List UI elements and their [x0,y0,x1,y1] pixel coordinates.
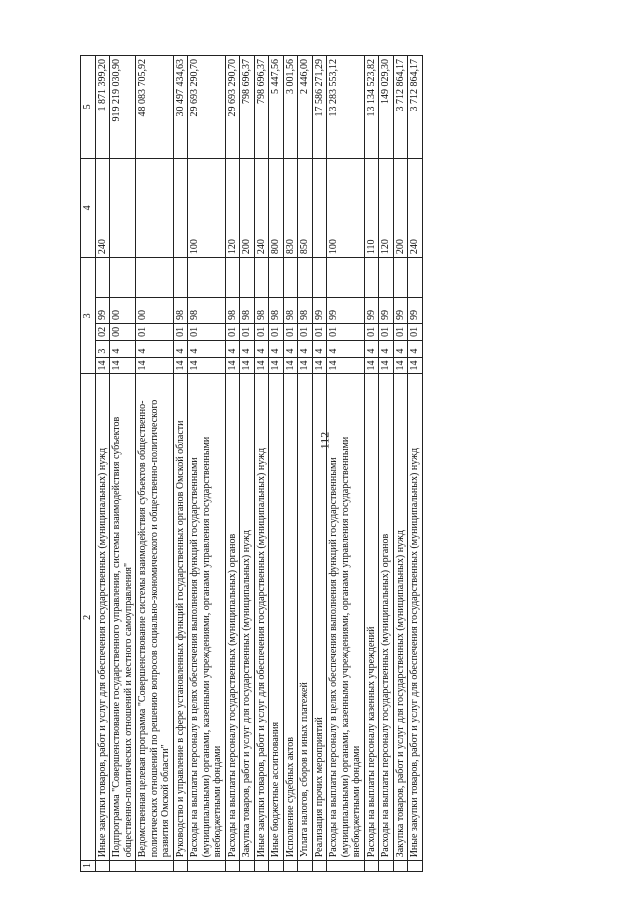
table-row [254,56,269,872]
table-row [269,56,284,872]
code-part-2: 4 [136,340,174,357]
table-row [379,56,394,872]
amount: 798 696,37 [254,56,269,159]
header-row [81,56,96,872]
code-part-3: 01 [327,324,365,341]
row-col-1 [269,861,284,872]
expense-type-code: 120 [225,158,240,258]
page-number: 112 [317,431,332,450]
amount: 5 447,56 [269,56,284,159]
table-row [188,56,226,872]
code-part-1: 14 [283,357,298,374]
code-part-5 [225,258,240,298]
row-col-1 [254,861,269,872]
budget-table-body [81,56,423,872]
expense-type-code: 850 [298,158,313,258]
code-part-3: 01 [269,324,284,341]
row-col-1 [240,861,255,872]
row-col-1 [283,861,298,872]
code-part-3: 01 [312,324,327,341]
code-part-5 [240,258,255,298]
code-part-4: 98 [225,298,240,324]
item-name: Расходы на выплаты персоналу в целях обеспечения выполнения функций государственными (муниципальными) органами, казенными учреждениями, органами управления государственными внебюджетными фондами [327,374,365,861]
code-part-2: 4 [408,340,423,357]
row-col-1 [393,861,408,872]
header-col-3: 3 [81,258,96,374]
code-part-1: 14 [95,357,110,374]
code-part-4: 99 [379,298,394,324]
amount: 3 712 864,17 [408,56,423,159]
expense-type-code: 240 [408,158,423,258]
amount: 149 029,30 [379,56,394,159]
code-part-1: 14 [393,357,408,374]
code-part-1: 14 [312,357,327,374]
code-part-5 [364,258,379,298]
code-part-1: 14 [379,357,394,374]
item-name: Иные закупки товаров, работ и услуг для обеспечения государственных (муниципальных) нужд [254,374,269,861]
amount: 48 083 705,92 [136,56,174,159]
item-name: Расходы на выплаты персоналу казенных учреждений [364,374,379,861]
code-part-5 [379,258,394,298]
code-part-1: 14 [225,357,240,374]
item-name: Расходы на выплаты персоналу государственных (муниципальных) органов [225,374,240,861]
code-part-3: 01 [364,324,379,341]
amount: 3 712 864,17 [393,56,408,159]
code-part-3: 01 [298,324,313,341]
table-row [312,56,327,872]
row-col-1 [225,861,240,872]
row-col-1 [312,861,327,872]
code-part-4: 98 [240,298,255,324]
code-part-1: 14 [408,357,423,374]
code-part-1: 14 [136,357,174,374]
code-part-1: 14 [240,357,255,374]
expense-type-code: 110 [364,158,379,258]
expense-type-code: 200 [393,158,408,258]
item-name: Руководство и управление в сфере установленных функций государственных органов Омской области [173,374,188,861]
amount: 1 871 399,20 [95,56,110,159]
code-part-1: 14 [110,357,136,374]
amount: 29 693 290,70 [225,56,240,159]
code-part-5 [393,258,408,298]
amount: 29 693 290,70 [188,56,226,159]
table-row [298,56,313,872]
code-part-5 [110,258,136,298]
table-row [283,56,298,872]
item-name: Исполнение судебных актов [283,374,298,861]
expense-type-code: 120 [379,158,394,258]
header-col-1: 1 [81,861,96,872]
code-part-2: 4 [393,340,408,357]
code-part-3: 01 [379,324,394,341]
item-name: Расходы на выплаты персоналу в целях обеспечения выполнения функций государственными (муниципальными) органами, казенными учреждениями, органами управления государственными внебюджетными фондами [188,374,226,861]
row-col-1 [408,861,423,872]
code-part-1: 14 [254,357,269,374]
code-part-5 [327,258,365,298]
header-col-5: 5 [81,56,96,159]
amount: 30 497 434,63 [173,56,188,159]
table-row [364,56,379,872]
code-part-5 [298,258,313,298]
rotated-table-frame [80,55,598,872]
header-col-2: 2 [81,374,96,861]
item-name: Иные закупки товаров, работ и услуг для обеспечения государственных (муниципальных) нужд [408,374,423,861]
item-name: Иные закупки товаров, работ и услуг для обеспечения государственных (муниципальных) нужд [95,374,110,861]
code-part-5 [283,258,298,298]
item-name: Уплата налогов, сборов и иных платежей [298,374,313,861]
row-col-1 [95,861,110,872]
code-part-1: 14 [298,357,313,374]
expense-type-code: 200 [240,158,255,258]
code-part-2: 4 [298,340,313,357]
code-part-1: 14 [327,357,365,374]
code-part-2: 4 [173,340,188,357]
item-name: Ведомственная целевая программа "Совершенствование системы взаимодействия субъектов общественно-политических отношений по решению вопросов социально-экономического и общественно-политического развития Омской области" [136,374,174,861]
code-part-3: 00 [110,324,136,341]
row-col-1 [379,861,394,872]
amount: 17 586 271,29 [312,56,327,159]
expense-type-code [136,158,174,258]
expense-type-code [173,158,188,258]
row-col-1 [110,861,136,872]
code-part-2: 4 [254,340,269,357]
code-part-5 [269,258,284,298]
budget-table [80,55,423,872]
code-part-4: 00 [110,298,136,324]
code-part-4: 99 [408,298,423,324]
table-row [173,56,188,872]
code-part-3: 01 [240,324,255,341]
code-part-3: 01 [136,324,174,341]
expense-type-code: 240 [95,158,110,258]
code-part-2: 3 [95,340,110,357]
code-part-3: 01 [408,324,423,341]
code-part-3: 01 [254,324,269,341]
amount: 13 134 523,82 [364,56,379,159]
table-row [95,56,110,872]
code-part-3: 01 [283,324,298,341]
code-part-4: 99 [393,298,408,324]
item-name: Реализация прочих мероприятий [312,374,327,861]
code-part-5 [136,258,174,298]
code-part-4: 98 [269,298,284,324]
row-col-1 [298,861,313,872]
code-part-2: 4 [269,340,284,357]
code-part-2: 4 [364,340,379,357]
code-part-2: 4 [225,340,240,357]
code-part-5 [188,258,226,298]
table-row [408,56,423,872]
code-part-5 [408,258,423,298]
table-row [225,56,240,872]
expense-type-code: 240 [254,158,269,258]
code-part-4: 98 [283,298,298,324]
code-part-1: 14 [188,357,226,374]
header-col-4: 4 [81,158,96,258]
code-part-3: 01 [225,324,240,341]
row-col-1 [364,861,379,872]
expense-type-code [110,158,136,258]
expense-type-code [312,158,327,258]
code-part-5 [95,258,110,298]
code-part-4: 98 [173,298,188,324]
expense-type-code: 100 [327,158,365,258]
code-part-4: 99 [95,298,110,324]
item-name: Иные бюджетные ассигнования [269,374,284,861]
code-part-4: 98 [254,298,269,324]
amount: 919 219 030,90 [110,56,136,159]
table-row [136,56,174,872]
code-part-4: 98 [188,298,226,324]
row-col-1 [136,861,174,872]
code-part-4: 99 [364,298,379,324]
table-row [240,56,255,872]
table-row [110,56,136,872]
row-col-1 [327,861,365,872]
table-row [327,56,365,872]
amount: 13 283 553,12 [327,56,365,159]
code-part-2: 4 [240,340,255,357]
amount: 2 446,00 [298,56,313,159]
code-part-5 [254,258,269,298]
code-part-5 [312,258,327,298]
expense-type-code: 830 [283,158,298,258]
code-part-1: 14 [364,357,379,374]
code-part-2: 4 [312,340,327,357]
table-row [393,56,408,872]
code-part-2: 4 [379,340,394,357]
expense-type-code: 100 [188,158,226,258]
code-part-3: 01 [188,324,226,341]
rotated-table-content [80,55,598,872]
row-col-1 [188,861,226,872]
code-part-4: 99 [327,298,365,324]
row-col-1 [173,861,188,872]
item-name: Расходы на выплаты персоналу государственных (муниципальных) органов [379,374,394,861]
code-part-1: 14 [173,357,188,374]
code-part-2: 4 [327,340,365,357]
code-part-3: 01 [393,324,408,341]
code-part-3: 01 [173,324,188,341]
amount: 798 696,37 [240,56,255,159]
expense-type-code: 800 [269,158,284,258]
code-part-2: 4 [188,340,226,357]
code-part-1: 14 [269,357,284,374]
item-name: Закупка товаров, работ и услуг для государственных (муниципальных) нужд [240,374,255,861]
item-name: Подпрограмма "Совершенствование государственного управления, системы взаимодействия субъектов общественно-политических отношений и местного самоуправления" [110,374,136,861]
item-name: Закупка товаров, работ и услуг для государственных (муниципальных) нужд [393,374,408,861]
code-part-2: 4 [283,340,298,357]
code-part-2: 4 [110,340,136,357]
amount: 3 001,56 [283,56,298,159]
code-part-4: 99 [312,298,327,324]
code-part-3: 02 [95,324,110,341]
code-part-4: 00 [136,298,174,324]
code-part-5 [173,258,188,298]
code-part-4: 98 [298,298,313,324]
